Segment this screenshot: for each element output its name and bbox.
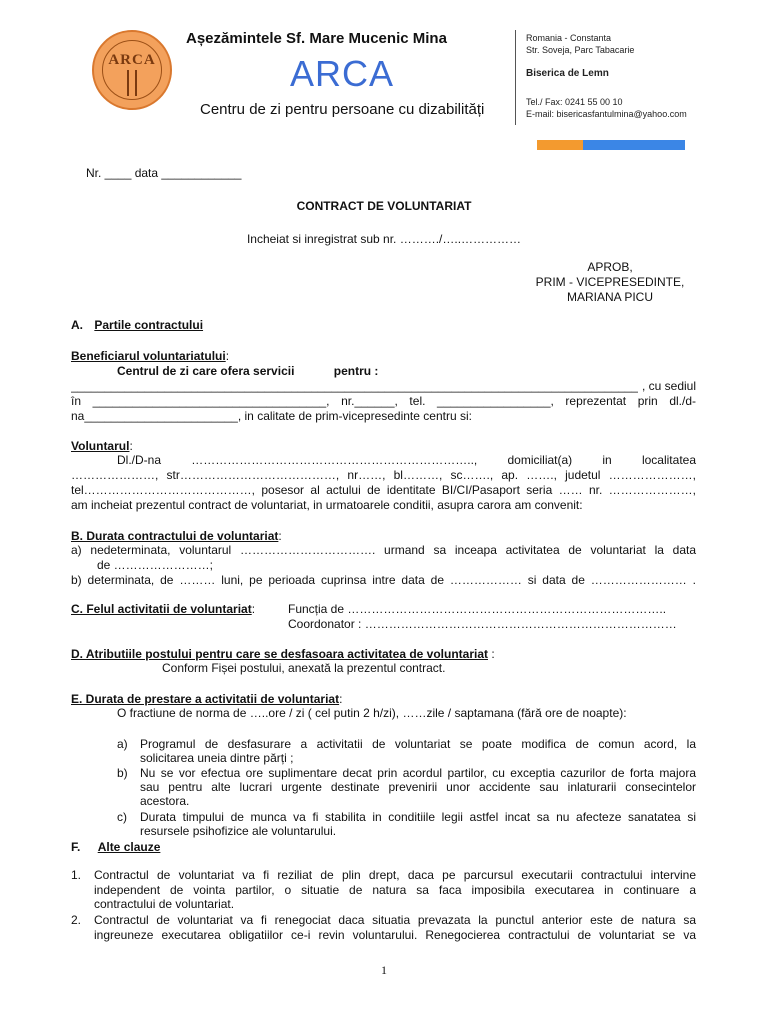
nr-line: Nr. ____ data ____________: [86, 166, 242, 180]
beneficiary-line-1: [117, 364, 378, 378]
section-f-item-line: ingreuneze executarea obligatiilor ce-i revin voluntarului. Renegocierea contractului de voluntariat se va: [94, 928, 696, 942]
section-e-heading: [71, 692, 342, 706]
org-name: Așezămintele Sf. Mare Mucenic Mina: [186, 30, 447, 47]
accent-bar-blue: [583, 140, 685, 150]
section-c-heading: [71, 602, 255, 616]
section-e-item-line: acestora.: [140, 794, 190, 808]
beneficiary-blank: _____________________________________________________________________________________: [71, 379, 639, 393]
accent-bar-orange: [537, 140, 583, 150]
beneficiary-sediu: , cu sediul: [641, 379, 696, 393]
section-d-title: D. Atributiile postului pentru care se desfasoara activitatea de voluntariat: [71, 647, 488, 661]
arca-logo: [92, 30, 172, 110]
tagline: Centru de zi pentru persoane cu dizabilități: [200, 101, 485, 118]
beneficiary-title: Beneficiarul voluntariatului: [71, 349, 226, 363]
section-c-title: C. Felul activitatii de voluntariat: [71, 602, 252, 616]
section-d-colon: :: [488, 647, 495, 661]
section-d-text: Conform Fișei postului, anexată la prezentul contract.: [162, 661, 446, 675]
section-e-item-label: a): [117, 737, 128, 751]
section-e-item-line: Nu se vor efectua ore suplimentare decat prin acordul partilor, cu exceptia cazurilor de forta majora: [140, 766, 696, 780]
beneficiary-center: Centrul de zi care ofera servicii: [117, 364, 295, 378]
section-e-item-line: resursele psihofizice ale voluntarului.: [140, 824, 337, 838]
section-f-item-label: 1.: [71, 868, 82, 882]
section-a-heading: [71, 318, 203, 332]
section-e-item-line: Durata timpului de munca va fi stabilita in conditiile legii astfel incat sa nu afecteze sanatatea si: [140, 810, 696, 824]
beneficiary-heading: [71, 349, 229, 363]
section-f-heading: [71, 840, 160, 854]
section-c-coordinator: Coordonator : ……………………………………………………………………: [288, 617, 677, 631]
section-f-item-line: Contractul de voluntariat va fi renegociat daca situatia prevazata la punctul anterior este de natura sa: [94, 913, 696, 927]
section-b-b-line: b) determinata, de ……… luni, pe perioada cuprinsa intre data de ……………… si data de …………………… .: [71, 573, 696, 587]
section-d-heading: [71, 647, 495, 661]
section-f-item-label: 2.: [71, 913, 82, 927]
section-f-item-line: contractului de voluntariat.: [94, 897, 235, 911]
volunteer-colon: :: [129, 439, 133, 453]
volunteer-title: Voluntarul: [71, 439, 130, 453]
section-b-colon: :: [278, 529, 282, 543]
section-c-function: Funcția de ……………………………………………………………………..: [288, 602, 667, 616]
registered-line: Incheiat si inregistrat sub nr. ………./…..……………: [246, 232, 522, 246]
section-b-a-line-1: a) nedeterminata, voluntarul ……………………………. urmand sa inceapa activitatea de voluntariat la data: [71, 543, 696, 557]
section-e-item-line: solicitarea uneia dintre părți ;: [140, 751, 294, 765]
contact-phone: Tel./ Fax: 0241 55 00 10: [526, 97, 623, 107]
section-b-heading: [71, 529, 282, 543]
contact-line: Romania - Constanta: [526, 33, 612, 43]
section-e-item-line: Programul de desfasurare a activitatii de voluntariat se poate modifica de comun acord, la: [140, 737, 696, 751]
contact-line: Str. Soveja, Parc Tabacarie: [526, 45, 635, 55]
section-b-a-line-2: de ……………………;: [97, 558, 214, 572]
section-e-item-line: sau pentru alte lucrari urgente destinate prevenirii unor accidente sau inlaturarii consecintelor: [140, 780, 696, 794]
section-a-title: Partile contractului: [94, 318, 204, 332]
approve-line: APROB,: [587, 260, 633, 274]
section-a-letter: A.: [71, 318, 83, 332]
contact-email: E-mail: bisericasfantulmina@yahoo.com: [526, 109, 687, 119]
section-f-item-line: independent de vointa partilor, o situatie de natura sa faca imposibila executarea in continuare a: [94, 883, 696, 897]
contact-church: Biserica de Lemn: [526, 68, 609, 79]
logo-figure-icon: [127, 70, 137, 96]
volunteer-line-1: Dl./D-na …………………………………………………………….., domiciliat(a) in localitatea: [117, 453, 696, 467]
brand-name: ARCA: [290, 53, 395, 94]
section-e-title: E. Durata de prestare a activitatii de voluntariat: [71, 692, 340, 706]
section-e-item-label: c): [117, 810, 127, 824]
beneficiary-pentru: pentru :: [333, 364, 379, 378]
volunteer-line-4: am incheiat prezentul contract de voluntariat, in urmatoarele conditii, asupra carora am convenit:: [71, 498, 583, 512]
section-f-item-line: Contractul de voluntariat va fi reziliat de plin drept, daca pe parcursul executarii contractului intervine: [94, 868, 696, 882]
section-f-letter: F.: [71, 840, 81, 854]
volunteer-line-3: tel……………………………………, posesor al actului de identitate BI/CI/Pasaport seria …… nr. …………………,: [71, 483, 696, 497]
section-e-colon: :: [339, 692, 343, 706]
doc-title: CONTRACT DE VOLUNTARIAT: [296, 199, 472, 213]
beneficiary-line-2: [71, 379, 696, 393]
beneficiary-colon: :: [225, 349, 230, 363]
section-f-title: Alte clauze: [97, 840, 161, 854]
approve-name: MARIANA PICU: [566, 290, 653, 304]
section-e-item-label: b): [117, 766, 128, 780]
volunteer-heading: [71, 439, 133, 453]
section-e-text: O fractiune de norma de …..ore / zi ( cel putin 2 h/zi), ……zile / saptamana (fără ore de noapte):: [117, 706, 627, 720]
page-number: 1: [381, 963, 387, 977]
beneficiary-line-4: na_______________________, in calitate de prim-vicepresedinte centru si:: [71, 409, 472, 423]
approve-title: PRIM - VICEPRESEDINTE,: [535, 275, 685, 289]
section-b-title: B. Durata contractului de voluntariat: [71, 529, 279, 543]
beneficiary-line-3: în ___________________________________, nr.______, tel. _________________, reprezentat prin dl./d-: [71, 394, 696, 408]
logo-text: ARCA: [108, 52, 156, 68]
section-c-colon: :: [251, 602, 256, 616]
volunteer-line-2: …………………, str…………………………………, nr……, bl………, sc……., ap. ……., judetul …………………,: [71, 468, 696, 482]
header-divider: [515, 30, 516, 125]
